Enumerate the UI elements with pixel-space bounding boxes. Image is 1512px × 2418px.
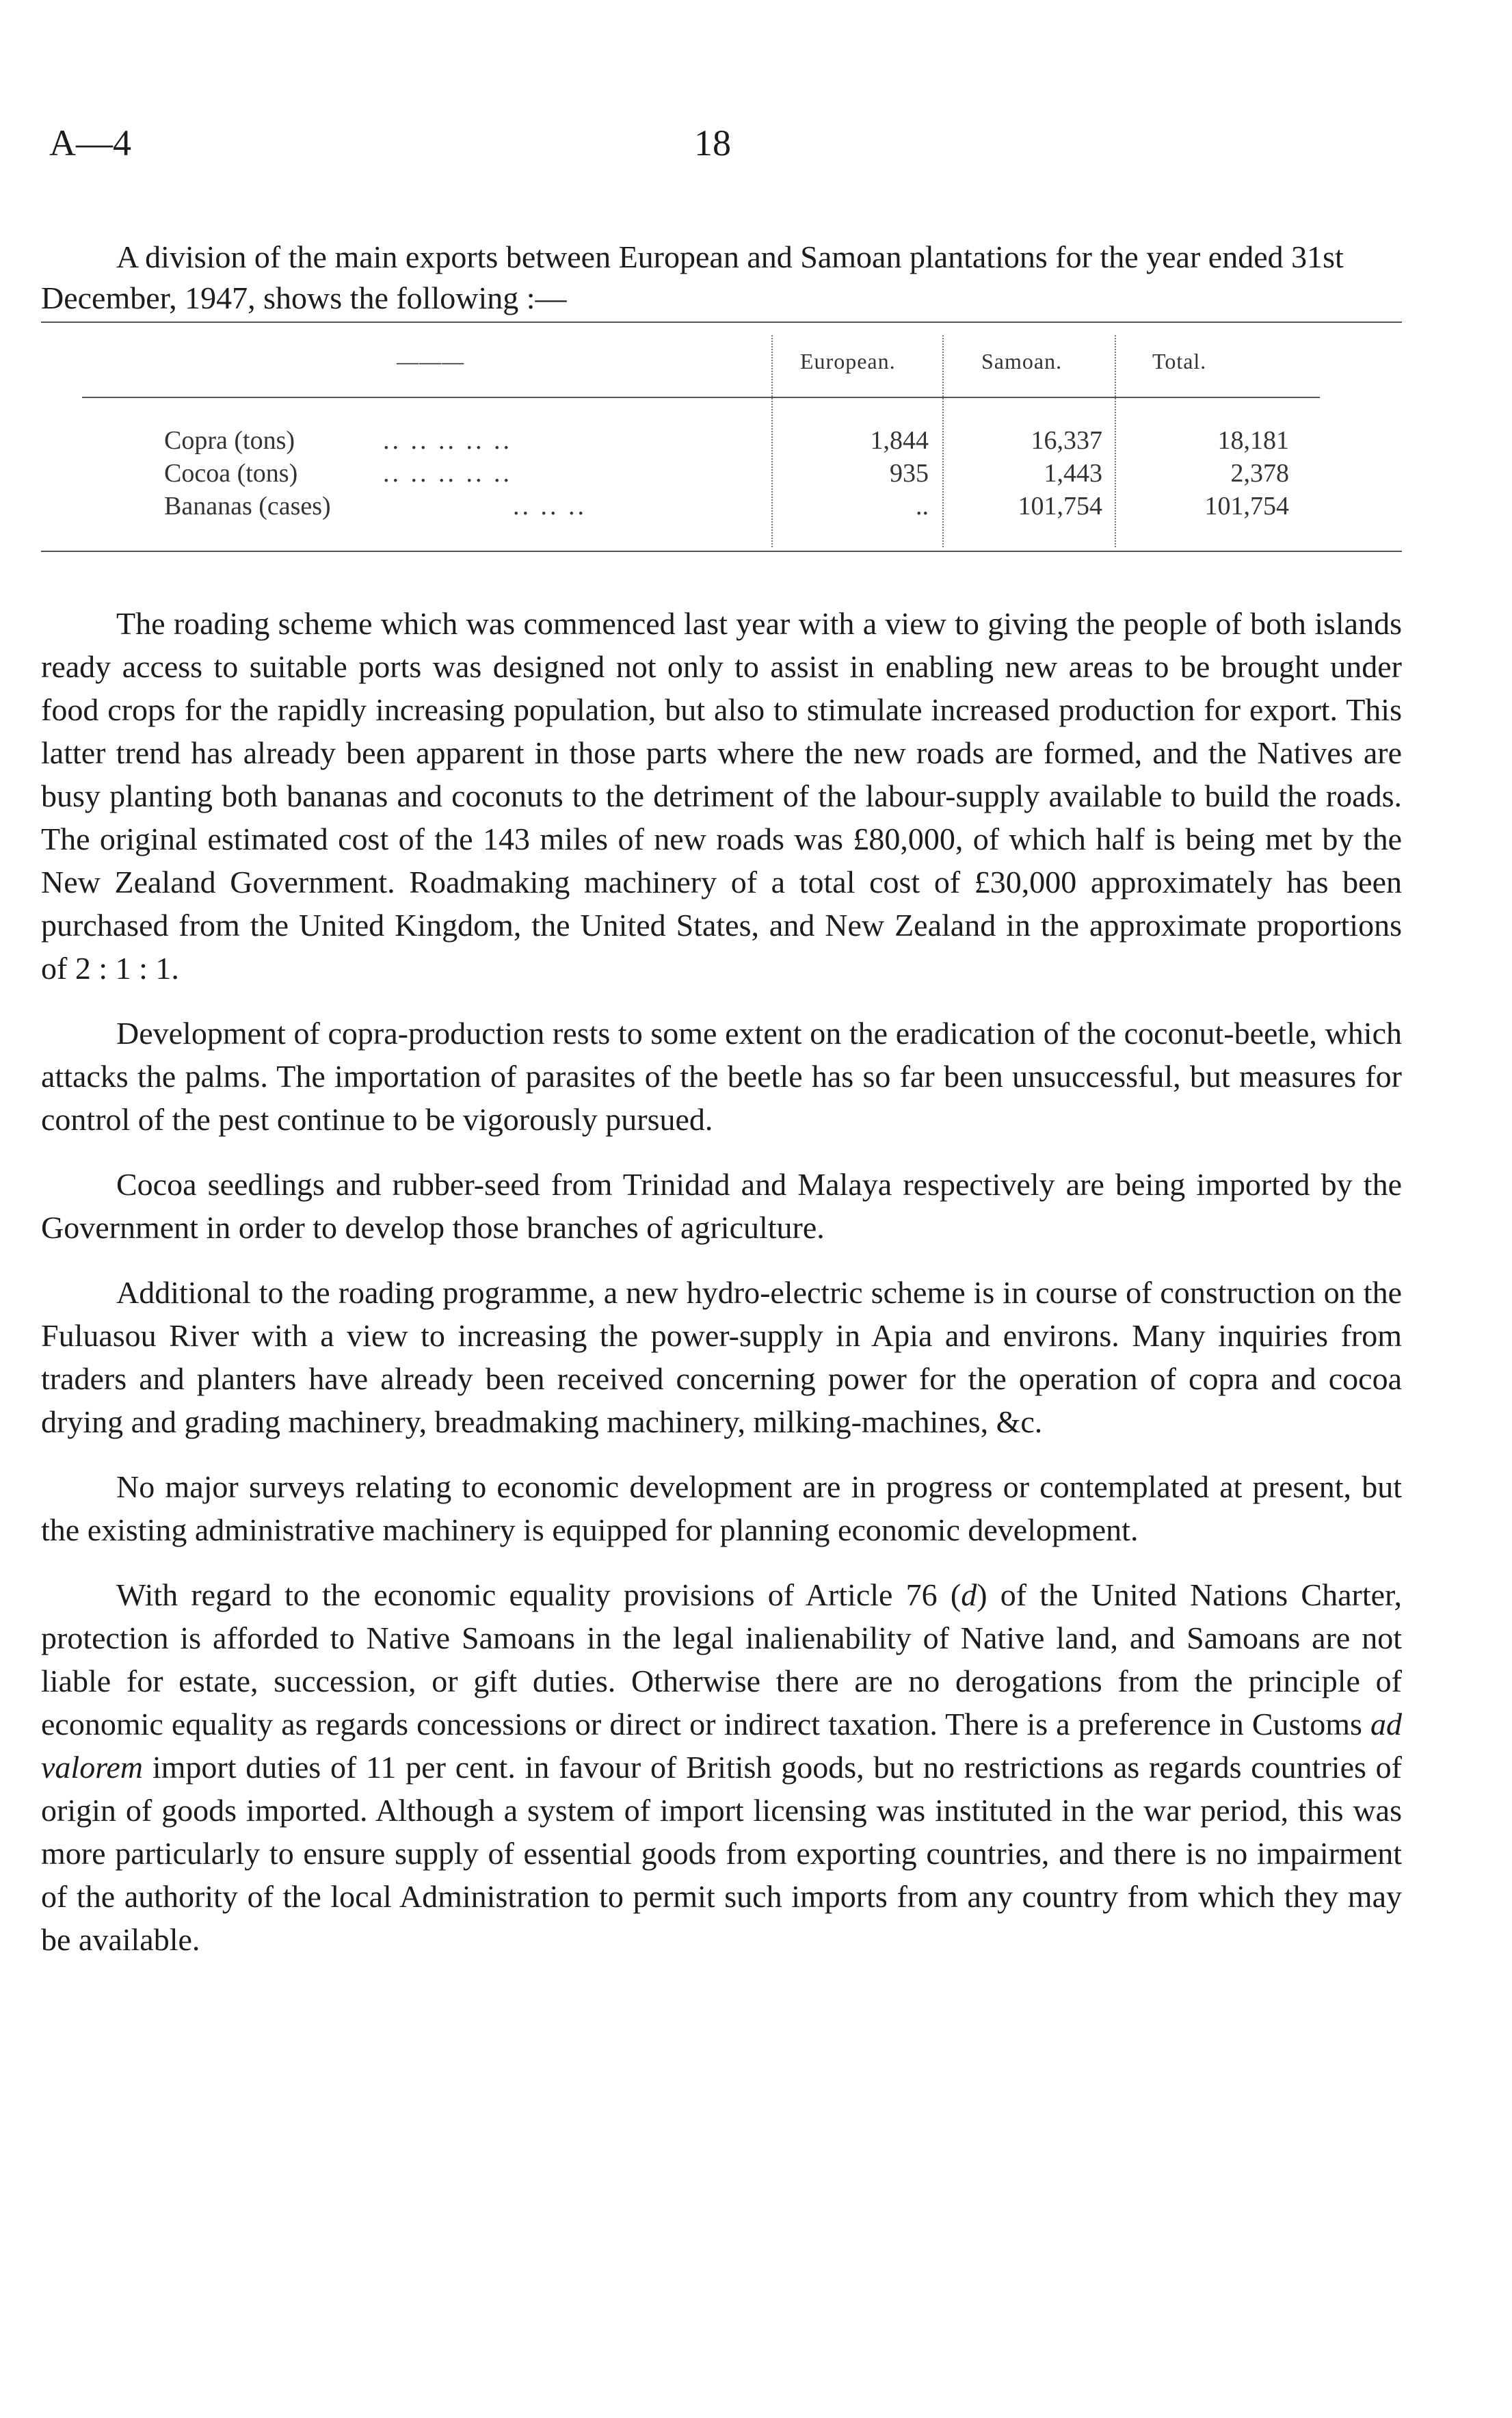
paragraph-copra: Development of copra-production rests to some extent on the eradication of the coconut-beetle, which attacks the palms. The importation of parasites of the beetle has so far been unsuccessful, but measures for control of the pest continue to be vigorously pursued. (41, 1016, 1402, 1137)
exports-table (41, 321, 1402, 554)
italic-text: d (961, 1577, 977, 1612)
row-leader: .. .. .. .. .. (383, 459, 512, 488)
cell-total: 101,754 (1204, 492, 1289, 521)
body-text (41, 602, 1402, 1983)
stub-header: ——— (397, 349, 464, 373)
column-header-total: Total. (1152, 349, 1207, 373)
row-leader: .. .. .. .. .. (383, 426, 512, 455)
paragraph-roading: The roading scheme which was commenced last year with a view to giving the people of both islands ready access to suitable ports was designed not only to assist in enabling new areas to be brought under food crops for the rapidly increasing population, but also to stimulate increased production for export. This latter trend has already been apparent in those parts where the new roads are formed, and the Natives are busy planting both bananas and coconuts to the detriment of the labour-supply available to build the roads. The original estimated cost of the 143 miles of new roads was £80,000, of which half is being met by the New Zealand Government. Roadmaking machinery of a total cost of £30,000 approximately has been purchased from the United Kingdom, the United States, and New Zealand in the approximate proportions of 2 : 1 : 1. (41, 606, 1402, 986)
cell-european: .. (916, 492, 929, 521)
page-number: 18 (694, 122, 731, 163)
row-label: Bananas (cases) (164, 492, 331, 521)
cell-total: 2,378 (1230, 459, 1289, 488)
cell-european: 935 (890, 459, 929, 488)
text-segment: ) of the United Nations Charter, protection is afforded to Native Samoans in the legal inalienability of Native land, and Samoans are not liable for estate, succession, or gift duties. Otherwise there are no derogations from the principle of economic equality as regards concessions or direct or indirect taxation. There is a preference in Customs (41, 1577, 1402, 1742)
paragraph-economic-equality (41, 1573, 1402, 1961)
cell-samoan: 1,443 (1044, 459, 1102, 488)
italic-text: ad valorem (41, 1707, 1402, 1785)
cell-samoan: 16,337 (1031, 426, 1102, 455)
column-divider (1115, 335, 1116, 547)
column-header-european: European. (800, 349, 896, 373)
paragraph-surveys: No major surveys relating to economic development are in progress or contemplated at present, but the existing administrative machinery is equipped for planning economic development. (41, 1469, 1402, 1547)
row-label: Cocoa (tons) (164, 459, 298, 488)
row-label: Copra (tons) (164, 426, 295, 455)
table-header-rule (82, 397, 1320, 398)
row-leader: .. .. .. (513, 492, 587, 521)
column-header-samoan: Samoan. (981, 349, 1063, 373)
cell-total: 18,181 (1217, 426, 1289, 455)
cell-european: 1,844 (870, 426, 929, 455)
paragraph-cocoa: Cocoa seedlings and rubber-seed from Trinidad and Malaya respectively are being imported by the Government in order to develop those branches of agriculture. (41, 1167, 1402, 1245)
column-divider (771, 335, 773, 547)
text-segment: import duties of 11 per cent. in favour of British goods, but no restrictions as regards countries of origin of goods imported. Although a system of import licensing was instituted in the war period, this was more particularly to ensure supply of essential goods from exporting countries, and there is no impairment of the authority of the local Administration to permit such imports from any country from which they may be available. (41, 1750, 1402, 1957)
document-reference: A—4 (49, 122, 131, 163)
cell-samoan: 101,754 (1018, 492, 1102, 521)
table-bottom-rule (41, 551, 1402, 552)
intro-paragraph: A division of the main exports between European and Samoan plantations for the year ended 31st December, 1947, shows the following :— (41, 239, 1344, 315)
paragraph-hydro-electric: Additional to the roading programme, a new hydro-electric scheme is in course of construction on the Fuluasou River with a view to increasing the power-supply in Apia and environs. Many inquiries from traders and planters have already been received concerning power for the operation of copra and cocoa drying and grading machinery, breadmaking machinery, milking-machines, &c. (41, 1275, 1402, 1439)
page-header (0, 122, 1512, 170)
text-segment: With regard to the economic equality provisions of Article 76 ( (116, 1577, 961, 1612)
table-top-rule (41, 321, 1402, 323)
column-divider (942, 335, 944, 547)
